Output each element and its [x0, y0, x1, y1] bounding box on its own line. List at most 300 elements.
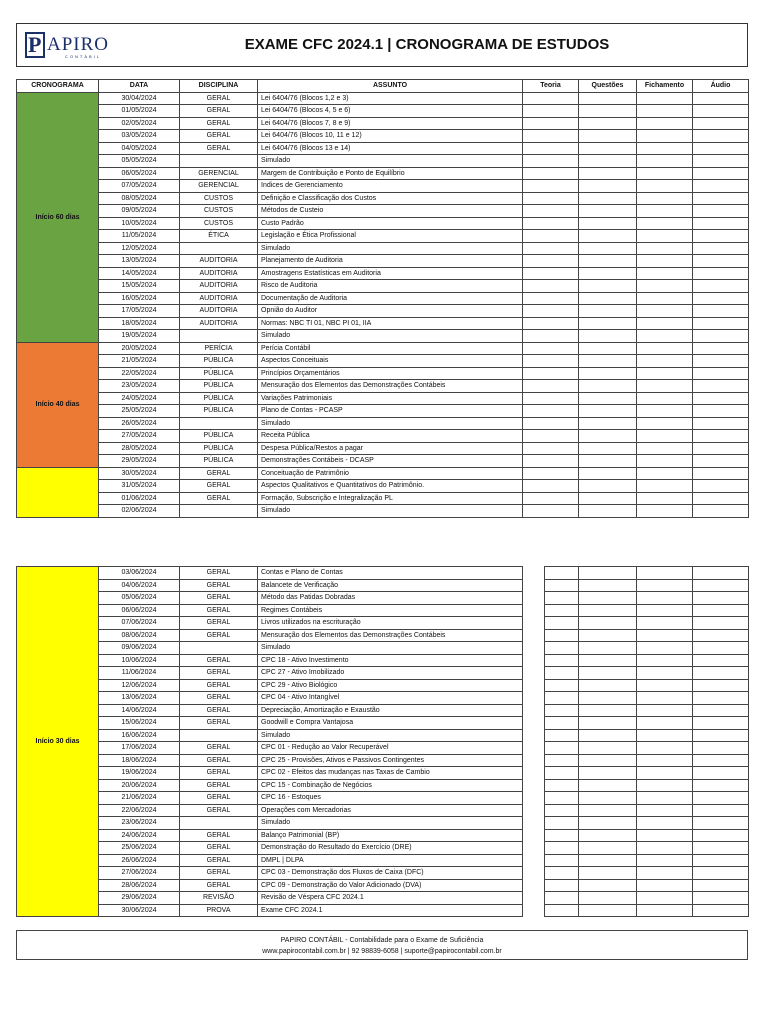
date-cell: 05/05/2024: [99, 155, 180, 168]
fichamento-checkbox[interactable]: [637, 442, 693, 455]
teoria-checkbox[interactable]: [545, 867, 579, 880]
fichamento-checkbox[interactable]: [637, 405, 693, 418]
audio-checkbox[interactable]: [693, 642, 749, 655]
audio-checkbox[interactable]: [693, 879, 749, 892]
audio-checkbox[interactable]: [693, 617, 749, 630]
teoria-checkbox[interactable]: [523, 280, 579, 293]
audio-checkbox[interactable]: [693, 480, 749, 493]
audio-checkbox[interactable]: [693, 804, 749, 817]
audio-checkbox[interactable]: [693, 904, 749, 917]
teoria-checkbox[interactable]: [523, 155, 579, 168]
audio-checkbox[interactable]: [693, 117, 749, 130]
audio-checkbox[interactable]: [693, 629, 749, 642]
audio-checkbox[interactable]: [693, 230, 749, 243]
audio-checkbox[interactable]: [693, 405, 749, 418]
fichamento-checkbox[interactable]: [637, 255, 693, 268]
teoria-checkbox[interactable]: [545, 579, 579, 592]
questoes-checkbox[interactable]: [579, 829, 637, 842]
fichamento-checkbox[interactable]: [637, 629, 693, 642]
table-row: [17, 317, 749, 330]
disciplina-cell: GERAL: [180, 92, 258, 105]
table-row: [17, 642, 749, 655]
questoes-checkbox[interactable]: [579, 280, 637, 293]
fichamento-checkbox[interactable]: [637, 792, 693, 805]
assunto-cell: Balanço Patrimonial (BP): [258, 829, 523, 842]
fichamento-checkbox[interactable]: [637, 817, 693, 830]
fichamento-checkbox[interactable]: [637, 317, 693, 330]
questoes-checkbox[interactable]: [579, 480, 637, 493]
questoes-checkbox[interactable]: [579, 492, 637, 505]
table-row: [17, 205, 749, 218]
teoria-checkbox[interactable]: [545, 704, 579, 717]
date-cell: 04/05/2024: [99, 142, 180, 155]
questoes-checkbox[interactable]: [579, 854, 637, 867]
questoes-checkbox[interactable]: [579, 579, 637, 592]
questoes-checkbox[interactable]: [579, 180, 637, 193]
teoria-checkbox[interactable]: [523, 380, 579, 393]
questoes-checkbox[interactable]: [579, 592, 637, 605]
fichamento-checkbox[interactable]: [637, 142, 693, 155]
questoes-checkbox[interactable]: [579, 505, 637, 518]
teoria-checkbox[interactable]: [523, 292, 579, 305]
questoes-checkbox[interactable]: [579, 330, 637, 343]
teoria-checkbox[interactable]: [545, 779, 579, 792]
fichamento-checkbox[interactable]: [637, 704, 693, 717]
questoes-checkbox[interactable]: [579, 704, 637, 717]
disciplina-cell: GERENCIAL: [180, 167, 258, 180]
questoes-checkbox[interactable]: [579, 904, 637, 917]
fichamento-checkbox[interactable]: [637, 505, 693, 518]
questoes-checkbox[interactable]: [579, 867, 637, 880]
teoria-checkbox[interactable]: [523, 330, 579, 343]
questoes-checkbox[interactable]: [579, 442, 637, 455]
audio-checkbox[interactable]: [693, 92, 749, 105]
questoes-checkbox[interactable]: [579, 667, 637, 680]
teoria-checkbox[interactable]: [523, 467, 579, 480]
audio-checkbox[interactable]: [693, 567, 749, 580]
questoes-checkbox[interactable]: [579, 679, 637, 692]
questoes-checkbox[interactable]: [579, 392, 637, 405]
disciplina-cell: GERAL: [180, 592, 258, 605]
questoes-checkbox[interactable]: [579, 779, 637, 792]
teoria-checkbox[interactable]: [523, 455, 579, 468]
teoria-checkbox[interactable]: [523, 117, 579, 130]
assunto-cell: CPC 25 - Provisões, Ativos e Passivos Contingentes: [258, 754, 523, 767]
teoria-checkbox[interactable]: [545, 567, 579, 580]
audio-checkbox[interactable]: [693, 292, 749, 305]
questoes-checkbox[interactable]: [579, 467, 637, 480]
fichamento-checkbox[interactable]: [637, 455, 693, 468]
audio-checkbox[interactable]: [693, 792, 749, 805]
audio-checkbox[interactable]: [693, 280, 749, 293]
fichamento-checkbox[interactable]: [637, 267, 693, 280]
date-cell: 14/06/2024: [99, 704, 180, 717]
teoria-checkbox[interactable]: [523, 255, 579, 268]
audio-checkbox[interactable]: [693, 142, 749, 155]
assunto-cell: Revisão de Véspera CFC 2024.1: [258, 892, 523, 905]
audio-checkbox[interactable]: [693, 380, 749, 393]
assunto-cell: Planejamento de Auditoria: [258, 255, 523, 268]
fichamento-checkbox[interactable]: [637, 879, 693, 892]
table-row: [17, 455, 749, 468]
header-row: [17, 80, 749, 93]
disciplina-cell: PÚBLICA: [180, 392, 258, 405]
audio-checkbox[interactable]: [693, 442, 749, 455]
fichamento-checkbox[interactable]: [637, 604, 693, 617]
audio-checkbox[interactable]: [693, 342, 749, 355]
audio-checkbox[interactable]: [693, 455, 749, 468]
disciplina-cell: GERAL: [180, 567, 258, 580]
questoes-checkbox[interactable]: [579, 92, 637, 105]
col-header-disciplina: DISCIPLINA: [180, 80, 258, 93]
questoes-checkbox[interactable]: [579, 405, 637, 418]
fichamento-checkbox[interactable]: [637, 280, 693, 293]
fichamento-checkbox[interactable]: [637, 230, 693, 243]
teoria-checkbox[interactable]: [545, 854, 579, 867]
fichamento-checkbox[interactable]: [637, 642, 693, 655]
questoes-checkbox[interactable]: [579, 767, 637, 780]
audio-checkbox[interactable]: [693, 717, 749, 730]
teoria-checkbox[interactable]: [523, 492, 579, 505]
audio-checkbox[interactable]: [693, 754, 749, 767]
teoria-checkbox[interactable]: [545, 592, 579, 605]
audio-checkbox[interactable]: [693, 892, 749, 905]
audio-checkbox[interactable]: [693, 779, 749, 792]
fichamento-checkbox[interactable]: [637, 117, 693, 130]
teoria-checkbox[interactable]: [523, 430, 579, 443]
fichamento-checkbox[interactable]: [637, 679, 693, 692]
fichamento-checkbox[interactable]: [637, 180, 693, 193]
teoria-checkbox[interactable]: [545, 792, 579, 805]
audio-checkbox[interactable]: [693, 330, 749, 343]
questoes-checkbox[interactable]: [579, 230, 637, 243]
teoria-checkbox[interactable]: [545, 729, 579, 742]
fichamento-checkbox[interactable]: [637, 617, 693, 630]
teoria-checkbox[interactable]: [545, 829, 579, 842]
table-row: [17, 854, 749, 867]
audio-checkbox[interactable]: [693, 679, 749, 692]
teoria-checkbox[interactable]: [523, 217, 579, 230]
fichamento-checkbox[interactable]: [637, 654, 693, 667]
fichamento-checkbox[interactable]: [637, 579, 693, 592]
fichamento-checkbox[interactable]: [637, 829, 693, 842]
questoes-checkbox[interactable]: [579, 192, 637, 205]
questoes-checkbox[interactable]: [579, 167, 637, 180]
assunto-cell: Perícia Contábil: [258, 342, 523, 355]
teoria-checkbox[interactable]: [545, 617, 579, 630]
audio-checkbox[interactable]: [693, 692, 749, 705]
date-cell: 29/05/2024: [99, 455, 180, 468]
teoria-checkbox[interactable]: [523, 205, 579, 218]
fichamento-checkbox[interactable]: [637, 205, 693, 218]
teoria-checkbox[interactable]: [545, 642, 579, 655]
questoes-checkbox[interactable]: [579, 155, 637, 168]
teoria-checkbox[interactable]: [545, 879, 579, 892]
questoes-checkbox[interactable]: [579, 804, 637, 817]
teoria-checkbox[interactable]: [545, 767, 579, 780]
audio-checkbox[interactable]: [693, 355, 749, 368]
questoes-checkbox[interactable]: [579, 305, 637, 318]
assunto-cell: Simulado: [258, 729, 523, 742]
date-cell: 05/06/2024: [99, 592, 180, 605]
questoes-checkbox[interactable]: [579, 692, 637, 705]
audio-checkbox[interactable]: [693, 667, 749, 680]
audio-checkbox[interactable]: [693, 167, 749, 180]
assunto-cell: Depreciação, Amortização e Exaustão: [258, 704, 523, 717]
fichamento-checkbox[interactable]: [637, 292, 693, 305]
audio-checkbox[interactable]: [693, 742, 749, 755]
teoria-checkbox[interactable]: [545, 904, 579, 917]
audio-checkbox[interactable]: [693, 417, 749, 430]
teoria-checkbox[interactable]: [545, 742, 579, 755]
table-row: [17, 717, 749, 730]
audio-checkbox[interactable]: [693, 155, 749, 168]
questoes-checkbox[interactable]: [579, 292, 637, 305]
teoria-checkbox[interactable]: [523, 180, 579, 193]
questoes-checkbox[interactable]: [579, 642, 637, 655]
questoes-checkbox[interactable]: [579, 717, 637, 730]
teoria-checkbox[interactable]: [523, 355, 579, 368]
disciplina-cell: [180, 729, 258, 742]
teoria-checkbox[interactable]: [523, 405, 579, 418]
disciplina-cell: [180, 417, 258, 430]
disciplina-cell: GERAL: [180, 829, 258, 842]
teoria-checkbox[interactable]: [545, 654, 579, 667]
fichamento-checkbox[interactable]: [637, 192, 693, 205]
questoes-checkbox[interactable]: [579, 879, 637, 892]
teoria-checkbox[interactable]: [523, 505, 579, 518]
teoria-checkbox[interactable]: [545, 692, 579, 705]
fichamento-checkbox[interactable]: [637, 130, 693, 143]
teoria-checkbox[interactable]: [523, 92, 579, 105]
teoria-checkbox[interactable]: [523, 167, 579, 180]
questoes-checkbox[interactable]: [579, 567, 637, 580]
fichamento-checkbox[interactable]: [637, 417, 693, 430]
teoria-checkbox[interactable]: [523, 242, 579, 255]
questoes-checkbox[interactable]: [579, 367, 637, 380]
fichamento-checkbox[interactable]: [637, 492, 693, 505]
audio-checkbox[interactable]: [693, 392, 749, 405]
fichamento-checkbox[interactable]: [637, 692, 693, 705]
teoria-checkbox[interactable]: [545, 754, 579, 767]
disciplina-cell: REVISÃO: [180, 892, 258, 905]
teoria-checkbox[interactable]: [523, 480, 579, 493]
date-cell: 06/06/2024: [99, 604, 180, 617]
fichamento-checkbox[interactable]: [637, 804, 693, 817]
teoria-checkbox[interactable]: [523, 105, 579, 118]
questoes-checkbox[interactable]: [579, 205, 637, 218]
fichamento-checkbox[interactable]: [637, 467, 693, 480]
audio-checkbox[interactable]: [693, 242, 749, 255]
teoria-checkbox[interactable]: [545, 604, 579, 617]
questoes-checkbox[interactable]: [579, 654, 637, 667]
fichamento-checkbox[interactable]: [637, 217, 693, 230]
audio-checkbox[interactable]: [693, 105, 749, 118]
fichamento-checkbox[interactable]: [637, 330, 693, 343]
questoes-checkbox[interactable]: [579, 754, 637, 767]
teoria-checkbox[interactable]: [523, 342, 579, 355]
fichamento-checkbox[interactable]: [637, 854, 693, 867]
teoria-checkbox[interactable]: [523, 317, 579, 330]
fichamento-checkbox[interactable]: [637, 480, 693, 493]
fichamento-checkbox[interactable]: [637, 242, 693, 255]
questoes-checkbox[interactable]: [579, 105, 637, 118]
teoria-checkbox[interactable]: [545, 817, 579, 830]
date-cell: 02/05/2024: [99, 117, 180, 130]
fichamento-checkbox[interactable]: [637, 754, 693, 767]
fichamento-checkbox[interactable]: [637, 167, 693, 180]
fichamento-checkbox[interactable]: [637, 742, 693, 755]
audio-checkbox[interactable]: [693, 767, 749, 780]
fichamento-checkbox[interactable]: [637, 392, 693, 405]
fichamento-checkbox[interactable]: [637, 92, 693, 105]
page-footer: [16, 930, 748, 960]
disciplina-cell: GERAL: [180, 142, 258, 155]
questoes-checkbox[interactable]: [579, 817, 637, 830]
questoes-checkbox[interactable]: [579, 892, 637, 905]
questoes-checkbox[interactable]: [579, 629, 637, 642]
audio-checkbox[interactable]: [693, 604, 749, 617]
questoes-checkbox[interactable]: [579, 792, 637, 805]
fichamento-checkbox[interactable]: [637, 105, 693, 118]
disciplina-cell: GERAL: [180, 717, 258, 730]
audio-checkbox[interactable]: [693, 305, 749, 318]
audio-checkbox[interactable]: [693, 180, 749, 193]
audio-checkbox[interactable]: [693, 729, 749, 742]
gap-cell: [523, 629, 545, 642]
fichamento-checkbox[interactable]: [637, 305, 693, 318]
audio-checkbox[interactable]: [693, 267, 749, 280]
audio-checkbox[interactable]: [693, 217, 749, 230]
audio-checkbox[interactable]: [693, 854, 749, 867]
questoes-checkbox[interactable]: [579, 317, 637, 330]
teoria-checkbox[interactable]: [523, 130, 579, 143]
table-row: [17, 704, 749, 717]
audio-checkbox[interactable]: [693, 255, 749, 268]
date-cell: 13/06/2024: [99, 692, 180, 705]
questoes-checkbox[interactable]: [579, 380, 637, 393]
fichamento-checkbox[interactable]: [637, 567, 693, 580]
fichamento-checkbox[interactable]: [637, 767, 693, 780]
questoes-checkbox[interactable]: [579, 842, 637, 855]
questoes-checkbox[interactable]: [579, 242, 637, 255]
audio-checkbox[interactable]: [693, 505, 749, 518]
date-cell: 30/05/2024: [99, 467, 180, 480]
teoria-checkbox[interactable]: [545, 717, 579, 730]
audio-checkbox[interactable]: [693, 579, 749, 592]
fichamento-checkbox[interactable]: [637, 367, 693, 380]
audio-checkbox[interactable]: [693, 467, 749, 480]
fichamento-checkbox[interactable]: [637, 867, 693, 880]
date-cell: 03/06/2024: [99, 567, 180, 580]
teoria-checkbox[interactable]: [545, 804, 579, 817]
audio-checkbox[interactable]: [693, 192, 749, 205]
teoria-checkbox[interactable]: [523, 392, 579, 405]
disciplina-cell: [180, 330, 258, 343]
assunto-cell: Simulado: [258, 642, 523, 655]
questoes-checkbox[interactable]: [579, 217, 637, 230]
audio-checkbox[interactable]: [693, 704, 749, 717]
audio-checkbox[interactable]: [693, 492, 749, 505]
fichamento-checkbox[interactable]: [637, 667, 693, 680]
questoes-checkbox[interactable]: [579, 142, 637, 155]
questoes-checkbox[interactable]: [579, 617, 637, 630]
logo-letter: P: [28, 32, 42, 57]
date-cell: 31/05/2024: [99, 480, 180, 493]
audio-checkbox[interactable]: [693, 817, 749, 830]
audio-checkbox[interactable]: [693, 367, 749, 380]
disciplina-cell: GERAL: [180, 579, 258, 592]
teoria-checkbox[interactable]: [523, 367, 579, 380]
gap-cell: [523, 567, 545, 580]
questoes-checkbox[interactable]: [579, 130, 637, 143]
fichamento-checkbox[interactable]: [637, 592, 693, 605]
questoes-checkbox[interactable]: [579, 417, 637, 430]
audio-checkbox[interactable]: [693, 205, 749, 218]
teoria-checkbox[interactable]: [523, 442, 579, 455]
fichamento-checkbox[interactable]: [637, 155, 693, 168]
questoes-checkbox[interactable]: [579, 742, 637, 755]
table-row: [17, 267, 749, 280]
questoes-checkbox[interactable]: [579, 117, 637, 130]
teoria-checkbox[interactable]: [523, 417, 579, 430]
teoria-checkbox[interactable]: [545, 629, 579, 642]
fichamento-checkbox[interactable]: [637, 892, 693, 905]
questoes-checkbox[interactable]: [579, 355, 637, 368]
questoes-checkbox[interactable]: [579, 342, 637, 355]
fichamento-checkbox[interactable]: [637, 904, 693, 917]
audio-checkbox[interactable]: [693, 867, 749, 880]
questoes-checkbox[interactable]: [579, 430, 637, 443]
table-row: [17, 767, 749, 780]
fichamento-checkbox[interactable]: [637, 729, 693, 742]
questoes-checkbox[interactable]: [579, 729, 637, 742]
questoes-checkbox[interactable]: [579, 267, 637, 280]
table-row: [17, 367, 749, 380]
gap-cell: [523, 892, 545, 905]
fichamento-checkbox[interactable]: [637, 717, 693, 730]
questoes-checkbox[interactable]: [579, 455, 637, 468]
audio-checkbox[interactable]: [693, 430, 749, 443]
fichamento-checkbox[interactable]: [637, 430, 693, 443]
date-cell: 28/05/2024: [99, 442, 180, 455]
questoes-checkbox[interactable]: [579, 255, 637, 268]
audio-checkbox[interactable]: [693, 592, 749, 605]
fichamento-checkbox[interactable]: [637, 779, 693, 792]
audio-checkbox[interactable]: [693, 317, 749, 330]
questoes-checkbox[interactable]: [579, 604, 637, 617]
audio-checkbox[interactable]: [693, 654, 749, 667]
fichamento-checkbox[interactable]: [637, 355, 693, 368]
teoria-checkbox[interactable]: [545, 679, 579, 692]
audio-checkbox[interactable]: [693, 130, 749, 143]
audio-checkbox[interactable]: [693, 842, 749, 855]
teoria-checkbox[interactable]: [523, 192, 579, 205]
teoria-checkbox[interactable]: [545, 667, 579, 680]
teoria-checkbox[interactable]: [523, 142, 579, 155]
teoria-checkbox[interactable]: [523, 305, 579, 318]
audio-checkbox[interactable]: [693, 829, 749, 842]
teoria-checkbox[interactable]: [523, 230, 579, 243]
table-row: [17, 217, 749, 230]
fichamento-checkbox[interactable]: [637, 842, 693, 855]
fichamento-checkbox[interactable]: [637, 342, 693, 355]
teoria-checkbox[interactable]: [523, 267, 579, 280]
teoria-checkbox[interactable]: [545, 842, 579, 855]
teoria-checkbox[interactable]: [545, 892, 579, 905]
date-cell: 07/06/2024: [99, 617, 180, 630]
fichamento-checkbox[interactable]: [637, 380, 693, 393]
